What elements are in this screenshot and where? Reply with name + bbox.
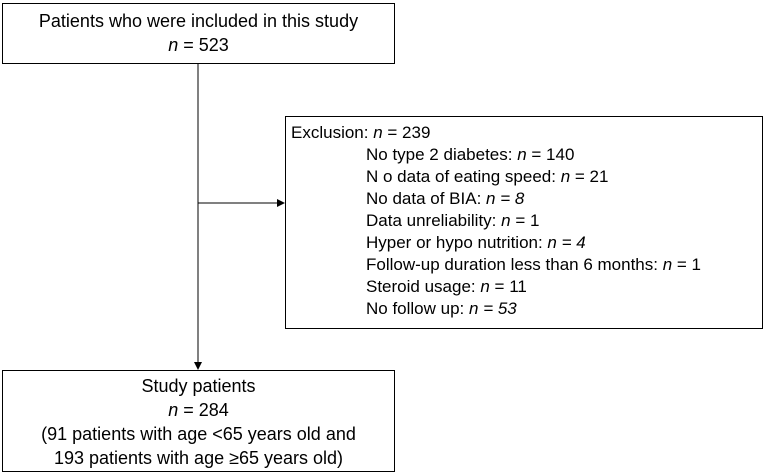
- n-value: = 284: [178, 400, 229, 420]
- exclusion-item-label: Data unreliability:: [366, 211, 502, 230]
- study-patients-box: [2, 370, 395, 472]
- n-label: n: [469, 299, 479, 318]
- included-count: [3, 33, 394, 57]
- n-label: n: [517, 145, 527, 164]
- exclusion-item: [366, 276, 762, 298]
- exclusion-total: = 239: [382, 123, 431, 142]
- n-label: n: [168, 35, 179, 55]
- n-label: n: [168, 400, 179, 420]
- exclusion-item-label: No data of BIA:: [366, 189, 487, 208]
- study-breakdown-line2: 193 patients with age ≥65 years old): [53, 448, 344, 468]
- exclusion-item-value: = 4: [556, 233, 586, 252]
- n-label: n: [373, 123, 383, 142]
- exclusion-item: [366, 188, 762, 210]
- exclusion-item: [366, 210, 762, 232]
- exclusion-item-label: Hyper or hypo nutrition:: [366, 233, 548, 252]
- exclusion-item-value: = 1: [672, 255, 702, 274]
- exclusion-item-label: N o data of eating speed:: [366, 167, 561, 186]
- exclusion-item: [366, 232, 762, 254]
- study-breakdown-line1: (91 patients with age <65 years old and: [41, 424, 356, 444]
- exclusion-item: [366, 144, 762, 166]
- exclusion-item-value: = 140: [526, 145, 575, 164]
- exclusion-item-label: No type 2 diabetes:: [366, 145, 518, 164]
- n-label: n: [560, 167, 571, 186]
- study-title: Study patients: [141, 376, 256, 396]
- exclusion-label: Exclusion:: [291, 123, 374, 142]
- included-title: Patients who were included in this study: [38, 11, 359, 31]
- exclusion-item: [366, 254, 762, 276]
- exclusion-item-value: = 11: [489, 277, 527, 296]
- exclusion-item-value: = 53: [478, 299, 517, 318]
- exclusion-item: [366, 166, 762, 188]
- exclusion-item-value: = 21: [570, 167, 609, 186]
- exclusion-heading: [286, 122, 762, 144]
- exclusion-item-label: Steroid usage:: [366, 277, 481, 296]
- exclusion-item-label: Follow-up duration less than 6 months:: [366, 255, 663, 274]
- exclusion-box: [285, 116, 763, 329]
- n-label: n: [547, 233, 557, 252]
- study-count: [3, 398, 394, 422]
- n-label: n: [662, 255, 673, 274]
- n-value: = 523: [178, 35, 229, 55]
- exclusion-item-value: = 1: [510, 211, 540, 230]
- exclusion-list: [286, 144, 762, 320]
- exclusion-item-label: No follow up:: [366, 299, 469, 318]
- exclusion-item: [366, 298, 762, 320]
- exclusion-item-value: = 8: [495, 189, 525, 208]
- n-label: n: [486, 189, 496, 208]
- n-label: n: [501, 211, 511, 230]
- n-label: n: [480, 277, 490, 296]
- included-patients-box: [2, 3, 395, 64]
